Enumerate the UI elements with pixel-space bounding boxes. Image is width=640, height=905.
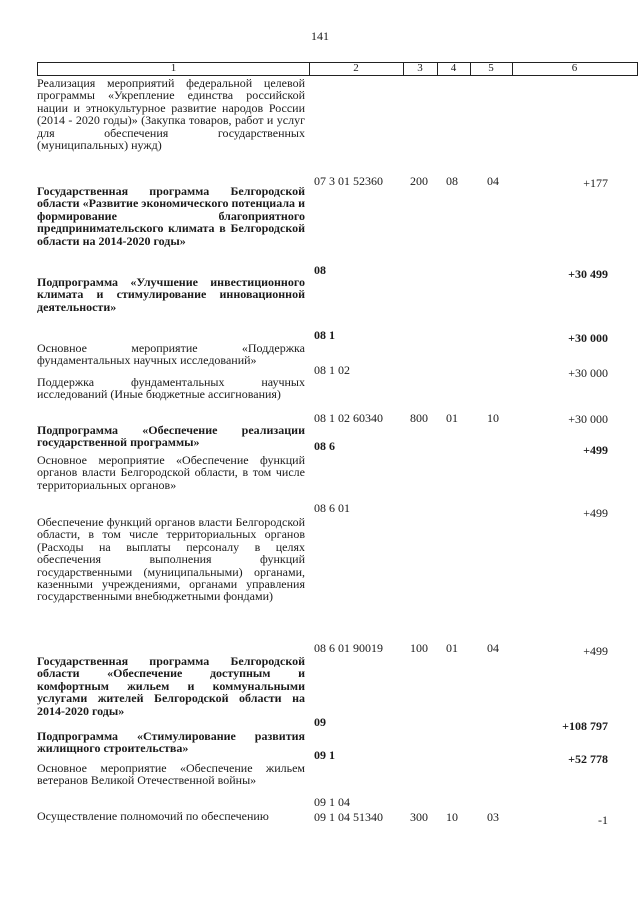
- row-col3: 100: [410, 641, 428, 655]
- row-col5: 03: [487, 810, 499, 824]
- row-name: Основное мероприятие «Обеспечение функций органов власти Белгородской области, в том числе территориальных органов»: [37, 453, 305, 492]
- row-code: 09: [314, 715, 326, 729]
- row-code: 08 1 02: [314, 363, 350, 377]
- row-name: Реализация мероприятий федеральной целевой программы «Укрепление единства российской нации и этнокультурное развитие народов России (2014 - 2020 годы)» (Закупка товаров, работ и услуг для обеспечения государственных (муниципальных) нужд): [37, 76, 305, 153]
- column-header-5: 5: [488, 62, 494, 74]
- row-col3: 800: [410, 411, 428, 425]
- row-code: 08 1: [314, 328, 335, 342]
- row-col3: 300: [410, 810, 428, 824]
- column-header-3: 3: [417, 62, 423, 74]
- column-header-6: 6: [571, 62, 578, 74]
- row-name: Поддержка фундаментальных научных исследований (Иные бюджетные ассигнования): [37, 375, 305, 402]
- row-col3: 200: [410, 174, 428, 188]
- row-code: 08 1 02 60340: [314, 411, 383, 425]
- row-name: Государственная программа Белгородской области «Развитие экономического потенциала и формирование благоприятного предпринимательского климата в Белгородской области на 2014-2020 годы»: [37, 184, 305, 248]
- row-col4: 01: [446, 641, 458, 655]
- row-amount: +30 000: [568, 412, 608, 426]
- row-col5: 04: [487, 174, 499, 188]
- row-name: Подпрограмма «Улучшение инвестиционного климата и стимулирование инновационной деятельности»: [37, 275, 305, 314]
- row-code: 08: [314, 263, 326, 277]
- row-col4: 10: [446, 810, 458, 824]
- row-col4: 01: [446, 411, 458, 425]
- page-number: 141: [311, 29, 329, 43]
- row-name: Подпрограмма «Обеспечение реализации государственной программы»: [37, 423, 305, 450]
- row-amount: +177: [583, 176, 608, 190]
- table-header: [37, 62, 638, 76]
- row-amount: +52 778: [568, 752, 608, 766]
- row-name: Осуществление полномочий по обеспечению: [37, 809, 269, 823]
- row-code: 09 1: [314, 748, 335, 762]
- row-code: 08 6 01 90019: [314, 641, 383, 655]
- row-code: 08 6 01: [314, 501, 350, 515]
- column-header-4: 4: [450, 62, 457, 74]
- row-amount: +30 499: [568, 267, 608, 281]
- column-header-2: 2: [353, 62, 359, 74]
- row-code: 08 6: [314, 439, 335, 453]
- row-col4: 08: [446, 174, 458, 188]
- row-amount: +499: [583, 506, 608, 520]
- column-header-1: 1: [170, 62, 177, 74]
- row-name: Основное мероприятие «Поддержка фундаментальных научных исследований»: [37, 341, 305, 368]
- row-amount: +30 000: [568, 366, 608, 380]
- row-name: Основное мероприятие «Обеспечение жильем ветеранов Великой Отечественной войны»: [37, 761, 305, 788]
- row-name: Обеспечение функций органов власти Белгородской области, в том числе территориальных органов (Расходы на выплаты персоналу в целях обеспечения выполнения функций государственными (муниципальными) органами, казенными учреждениями, органами управления государственными внебюджетными фондами): [37, 515, 305, 604]
- row-code: 09 1 04: [314, 795, 350, 809]
- row-name: Подпрограмма «Стимулирование развития жилищного строительства»: [37, 729, 305, 756]
- row-amount: +108 797: [562, 719, 608, 733]
- row-code: 07 3 01 52360: [314, 174, 383, 188]
- row-amount: +499: [583, 644, 608, 658]
- row-amount: -1: [598, 813, 608, 827]
- row-col5: 10: [487, 411, 499, 425]
- row-amount: +30 000: [568, 331, 608, 345]
- row-name: Государственная программа Белгородской области «Обеспечение доступным и комфортным жильем и коммунальными услугами жителей Белгородской области на 2014-2020 годы»: [37, 654, 305, 718]
- row-amount: +499: [583, 443, 608, 457]
- row-code: 09 1 04 51340: [314, 810, 383, 824]
- row-col5: 04: [487, 641, 499, 655]
